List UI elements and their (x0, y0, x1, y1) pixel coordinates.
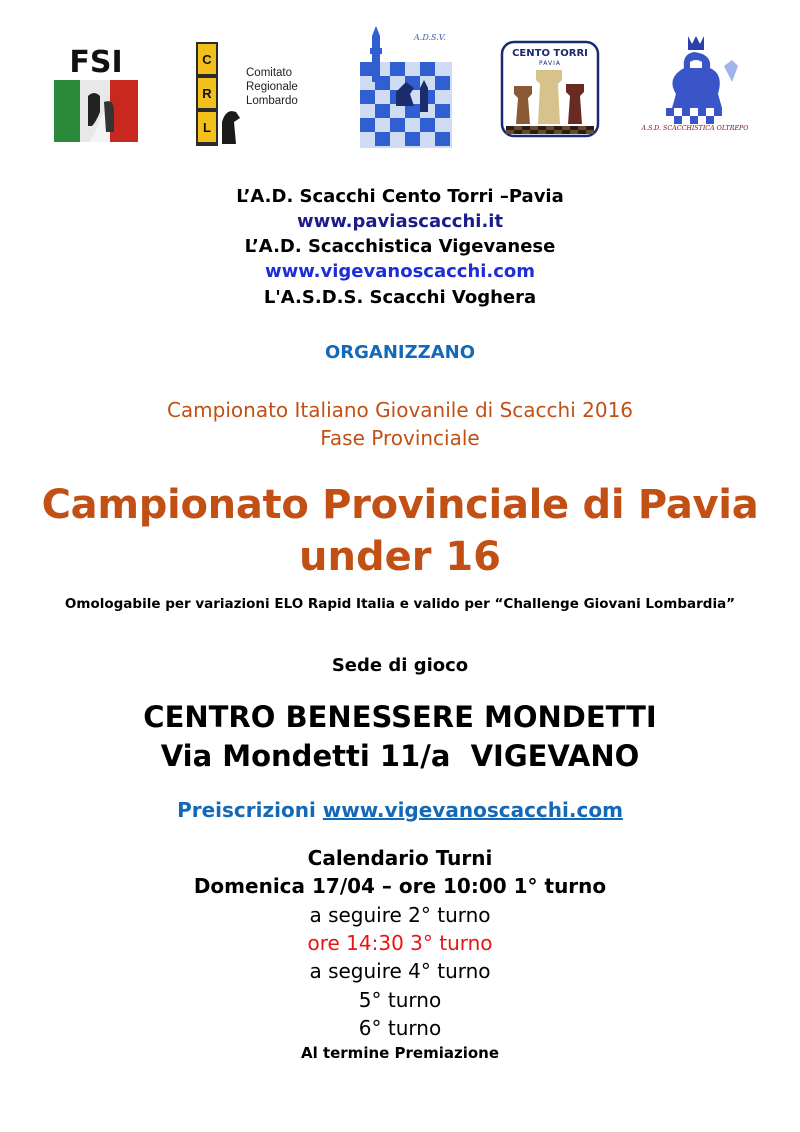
schedule-round-4: a seguire 4° turno (309, 959, 491, 983)
schedule-title: Calendario Turni (307, 846, 493, 870)
organizer-vigevanese-link[interactable]: www.vigevanoscacchi.com (264, 261, 536, 282)
event-subtitle-championship: Campionato Italiano Giovanile di Scacchi 2016 (166, 398, 634, 422)
schedule-closing: Al termine Premiazione (300, 1044, 500, 1062)
schedule-round-3: ore 14:30 3° turno (307, 931, 493, 955)
organizer-cento-torri: L’A.D. Scacchi Cento Torri –Pavia (236, 186, 564, 207)
cento-torri-title: CENTO TORRI (512, 48, 588, 59)
adsv-logo-text: A.D.S.V. (414, 33, 446, 42)
logo-strip (0, 0, 800, 160)
venue-name: CENTRO BENESSERE MONDETTI (143, 700, 657, 734)
venue-label: Sede di gioco (331, 655, 469, 676)
event-title: Campionato Provinciale di Pavia (41, 482, 759, 528)
organizer-cento-torri-link[interactable]: www.paviascacchi.it (296, 211, 504, 232)
registration-label: Preiscrizioni (177, 798, 316, 822)
event-homologation-note: Omologabile per variazioni ELO Rapid Italia e valido per “Challenge Giovani Lombardia” (64, 596, 736, 612)
fsi-logo (50, 42, 142, 146)
event-subtitle-phase: Fase Provinciale (320, 426, 480, 450)
cento-torri-subtitle: PAVIA (539, 60, 561, 67)
crl-logo (196, 42, 306, 146)
crl-letter-r: R (202, 86, 212, 101)
event-title-category: under 16 (298, 534, 502, 580)
oltrepo-logo (632, 34, 758, 132)
cento-torri-logo (500, 40, 600, 138)
schedule-round-6: 6° turno (358, 1016, 442, 1040)
venue-address: Via Mondetti 11/a VIGEVANO (160, 739, 640, 773)
adsv-logo (358, 22, 454, 150)
fsi-logo-text: FSI (69, 45, 123, 80)
registration-line (0, 798, 800, 822)
crl-letter-l: L (203, 120, 211, 135)
organizer-vigevanese: L’A.D. Scacchistica Vigevanese (244, 236, 556, 257)
crl-line-2: Regionale (246, 81, 298, 93)
organizer-voghera: L'A.S.D.S. Scacchi Voghera (263, 287, 537, 308)
crl-letter-c: C (202, 52, 212, 67)
organizzano-heading: ORGANIZZANO (324, 342, 476, 363)
schedule-day: Domenica 17/04 – ore 10:00 1° turno (193, 874, 607, 898)
registration-link[interactable]: www.vigevanoscacchi.com (322, 798, 623, 822)
schedule-round-5: 5° turno (358, 988, 442, 1012)
crl-line-3: Lombardo (246, 95, 298, 107)
schedule-round-2: a seguire 2° turno (309, 903, 491, 927)
crl-line-1: Comitato (246, 67, 293, 79)
oltrepo-logo-text: A.S.D. SCACCHISTICA OLTREPO (641, 125, 749, 132)
